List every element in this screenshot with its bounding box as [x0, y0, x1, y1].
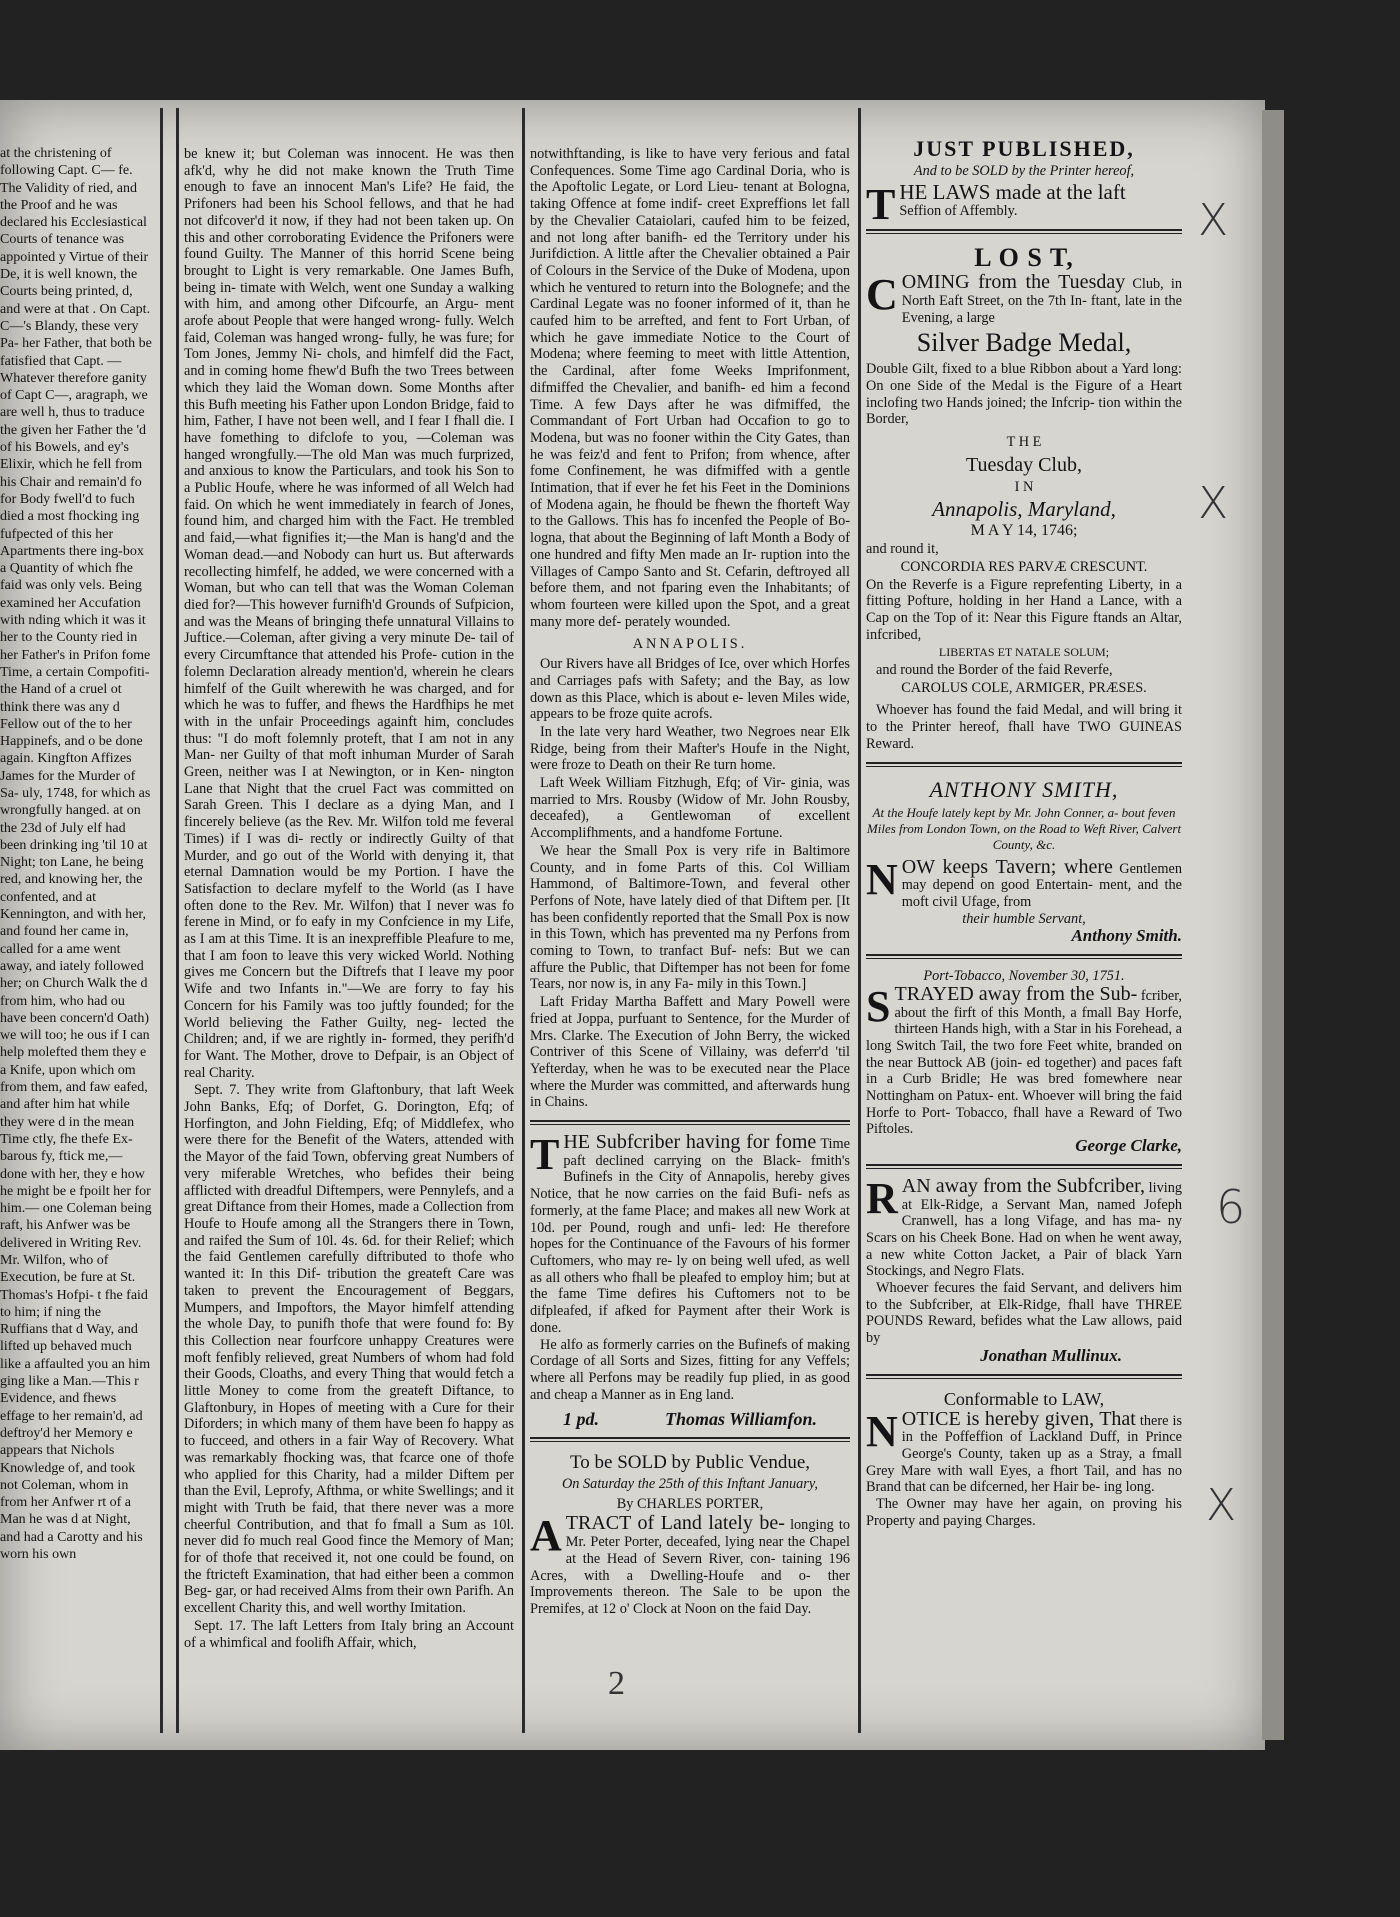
ran-body-2: Whoever fecures the faid Servant, and delivers him to the Subfcriber, at Elk-Ridge, fhall have THREE POUNDS Reward, befides what the Law allows, paid by: [866, 1280, 1182, 1347]
rule: [866, 1164, 1182, 1169]
page-number: 2: [608, 1665, 625, 1702]
lost-title: L O S T,: [974, 243, 1074, 273]
blacksmith-ad: [530, 1130, 850, 1430]
notice-lead: OTICE is hereby given, That: [901, 1407, 1136, 1430]
strayed-body: fcriber, about the firft of this Month, a fmall Bay Horfe, thirteen Hands high, with a Star in his Forehead, a long Switch Tail, the two fore Feet white, branded on the near Buttock AB (join- ed together) and paces faft in a Curb Bridle; He was bred fomewhere near Nottingham on Patux- ent. Whoever will bring the faid Horfe to Port- Tobacco, fhall have a Reward of Two Piftoles.: [866, 987, 1182, 1138]
column-3: [530, 146, 850, 1741]
medal-carolus: CAROLUS COLE, ARMIGER, PRÆSES.: [901, 679, 1147, 696]
vendue-title: To be SOLD by Public Vendue,: [569, 1452, 811, 1474]
margin-x-mark: X: [1198, 195, 1229, 246]
column-2: [184, 146, 514, 1741]
page-edge: [1262, 110, 1284, 1740]
rule: [530, 1437, 850, 1442]
vendue-lead: TRACT of Land lately be-: [565, 1512, 785, 1535]
smith-title: ANTHONY SMITH,: [929, 776, 1119, 802]
ad-body: Time paft declined carrying on the Black- fmith's Bufinefs in the City of Annapolis, hereby gives Notice, that he now carries on the faid Bufi- nefs as formerly, at the fame Place; and makes all new Work at 10d. per Pound, rough and unfi- led: He therefore hopes for the Continuance of the Favours of his former Cuftomers, who may re- ly on being well ufed, as well as all others who fhall be pleafed to employ him; but at the fame Time defires his Cuftomers not to be difpleafed, if afked for Payment after their Work is done.: [530, 1136, 850, 1336]
notice-body: there is in the Poffeffion of Lackland Duff, in Prince George's County, taken up as a Stray, a fmall Grey Mare with wall Eyes, a fhort Tail, and has no Brand that can be difcerned, her Hair be- ing long.: [866, 1412, 1182, 1496]
strayed-lead: TRAYED away from the Sub-: [894, 982, 1138, 1005]
annapolis-marriage: Laft Week William Fitzhugh, Efq; of Vir- ginia, was married to Mrs. Rousby (Widow of Mr. John Rousby, deceafed), a Gentlewoman of excellent Accomplifhments, and a handfome Fortune.: [530, 775, 850, 842]
annapolis-ice: Our Rivers have all Bridges of Ice, over which Horfes and Carriages pafs with Safety; and the Bay, as low down as this Place, which is about e- leven Miles wide, appears to be froze quite acrofs.: [530, 656, 850, 723]
column-1-text: at the christening of following Capt. C— fe. The Validity of ried, and the Proof and he was declared his Ecclesiastical Courts of tenance was appointed y Virtue of their De, it is well known, the Courts being printed, d, and were at that . On Capt. C—'s Blandy, these very Pa- her Father, that both be fatisfied that Capt. —Whatever therefore ganity of Capt C—, aragraph, we are well h, thus to traduce the given her Father the 'd of his Bowels, and ey's Elixir, which he fell from his Chair and remain'd fo for Body fwell'd to fuch died a most fhocking ing fufpected of this her Apartments there ing-box a Quantity of which fhe faid was only vels. Being examined her Accufation with nding which it was it her to the County ried in her Father's in Prifon fome Time, a certain Compofiti- the Hand of a cruel ot think there was any d Fellow out of the to her Happinefs, and o be done again. Kingfton Affizes James for the Murder of Sa- uly, 1748, for which as wrongfully hanged. at on the 23d of July elf had been drinking ing 'til 10 at Night; ton Lane, he being red, and knowing her, the confented, and at Kennington, and with her, and found her came in, called for a ame went away, and iately followed her; on Church Walk the d from him, who had ou have been concern'd Oath) we will too; he ous if I can help molefted them they e a Knife, upon which om from them, and faw eafed, and after him hat while they were d in the mean Time ctly, fhe thefe Ex- barous fy, ftick me,— done with her, they e how he might be e fpoilt her for him.— one Coleman being raft, his Anfwer was be delivered in Writing Rev. Mr. Wilfon, who of Execution, be fure at St. Thomas's Hofpi- t fhe faid to him; if ning the Ruffians that d Way, and lifted up behaved much like a affaulted you an him ging like a Man.—This r Evidence, and fhews effage to her remain'd, ad deftroy'd her Memory e appears that Nichols Knowledge of, and took not Coleman, whom in from her Anfwer rt of a Man he was d at Night, and had a Carotty and his worn his own: [0, 146, 152, 1563]
drop-cap: T: [530, 1130, 560, 1180]
medal-in: I N: [1014, 478, 1034, 495]
medal-border: and round the Border of the faid Reverfe,: [876, 662, 1113, 679]
ad-signature: Thomas Williamfon.: [664, 1409, 817, 1430]
drop-cap: S: [866, 981, 891, 1031]
medal-reverse: On the Reverfe is a Figure reprefenting Liberty, in a fitting Pofture, holding in her Hand a Lance, with a Cap on the Top of it: Near this Figure ftands an Altar, infcribed,: [866, 576, 1182, 643]
ad-lead: HE Subfcriber having for fome: [563, 1131, 817, 1154]
glastonbury-article: Sept. 7. They write from Glaftonbury, that laft Week John Banks, Efq; of Dorfet, G. Dorington, Efq; of Horfington, and John Fielding, Efq; of Middlefex, who were there for the Benefit of the Waters, attended with the Mayor of the faid Town, obferving great Numbers of very miferable Wretches, who befides their being afflicted with dreadful Diftempers, were Pennylefs, and a great Diftance from their Homes, made a Collection from Houfe to Houfe among all the Strangers there in Town, and raifed the Sum of 10l. 4s. 6d. for their Relief; which the faid Gentlemen carefully diftributed to thofe who wanted it: In this Dif- tribution the greateft Care was taken to prevent the Encouragement of Beggars, Mumpers, and Impoftors, the Mayor himfelf attending the whole Day, to punifh thofe that were found fo: By this Collection near fourfcore unhappy Creatures were moft fenfibly relieved, great Numbers of whom had fold their Goods, Cloaths, and every Thing that would fetch a little Money to come from the greateft Diftance, to Glaftonbury, in Hopes of meeting with a Cure for their Diforders; in which many of them have been fo happy as to fucceed, and others in a fair Way of Recovery. What was remarkably fhocking was, that fcarce one of thofe who applied for this Charity, had a milder Diftem per than the Evil, Leprofy, Afthma, or white Swellings; and it might with Truth be faid, that there never was a more cheerful Contribution, and that fo fmall a Sum as 10l. never did fo much real Good fince the Memory of Man; for of thofe that received it, not one could be found, on the ftricteft Examination, that had either been a common Beg- gar, or had received Alms from their own Parifh. An excellent Charity this, and well worthy Imitation.: [184, 1082, 514, 1617]
smith-lead: OW keeps Tavern; where: [901, 855, 1113, 878]
medal-motto: CONCORDIA RES PARVÆ CRESCUNT.: [900, 558, 1148, 575]
column-rule-3: [858, 108, 861, 1733]
column-4: [866, 136, 1182, 1736]
medal-the: T H E: [1006, 434, 1042, 451]
medal-place: Annapolis, Maryland,: [932, 497, 1116, 522]
smith-body: Gentlemen may depend on good Entertain- ment, and the moft civil Ufage, from: [901, 860, 1182, 910]
rule: [530, 1120, 850, 1125]
annapolis-execution: Laft Friday Martha Baffett and Mary Powell were fried at Joppa, purfuant to Sentence, for the Murder of Mrs. Clarke. The Execution of John Berry, the wicked Contriver of this Scene of Villainy, was deferr'd 'til Yefterday, when he was to be executed near the Place where the Murder was committed, and afterwards hung in Chains.: [530, 994, 850, 1111]
smith-signature: Anthony Smith.: [1071, 926, 1182, 946]
laws-body: Seffion of Affembly.: [899, 203, 1018, 220]
medal-round: and round it,: [866, 541, 939, 558]
coleman-article: be knew it; but Coleman was innocent. He was then afk'd, why he did not make known the Truth Time enough to fave an innocent Man's Life? He faid, the Prifoners had been his School fellows, and that he had not difcover'd it now, if they had not been taken up. On this and other corroborating Evidence the Prifoners were found Guilty. The Manner of this horrid Scene being brought to Light is very remarkable. One James Bufh, being in- timate with Welch, went one Sunday a walking with him, and among other Difcourfe, an Argu- ment arofe about People that were hanged wrong- fully. Welch faid, Coleman was hanged wrong- fully, he was fure; for Tom Jones, Jemmy Ni- chols, and himfelf did the Fact, and in coming home fhew'd Bufh the two Trees between which they laid the Woman down. Some Months after this Bufh meeting his Father upon London Bridge, faid to him, Father, I have not been well, and I fear I fhall die. I have fomething to difclofe to you, —Coleman was hanged wrongfully.—The old Man was much furprized, and anxious to know the Particulars, and took his Son to a Public Houfe, where he was informed of all Welch had faid. On which he went immediately in fearch of Jones, found him, and charged him with the Fact. He trembled and faid,—what fignifies it;—the Man is hang'd and the Woman dead.—and Nobody can hurt us. But afterwards recollecting himfelf, he added, we were concerned with a Woman, but who can tell that was the Woman Coleman died for?—This however furnifh'd Grounds of Sufpicion, and was the Means of bringing thefe unnatural Villains to Juftice.—Coleman, after giving a very minute De- tail of every Circumftance that attended his Profe- cution in the folemn Declaration already mention'd, wherein he clears himfelf of the Guilt wherewith he was charged, and for which he was to fuffer, and fhews the Hardfhips he met with in the unfair Proceedings againft him, concludes thus: "I do moft folemnly proteft, that I am not in any Man- ner Guilty of that moft inhuman Murder of Sarah Green, neither was I at Newington, or in Ken- nington Lane that Night that the cruel Fact was committed on Sarah Green. This I declare as a dying Man, and I fincerely believe (as the Rev. Mr. Wilfon told me feveral Times) if I was di- rectly or indirectly Guilty of that Murder, and go out of the World with denying it, that eternal Damnation would be my Portion. I have the Satisfaction to declare myfelf to the World (as I have often done to the Rev. Mr. Wilfon) that I never was fo ferene in Mind, or fo eafy in my Confcience in my Life, as I am at this Time. It is an inexpreffible Pleafure to me, that I am foon to leave this very wicked World. Nothing gives me Concern but the Diftrefs that I leave my poor Wife and two Infants in."—We are forry to fay his Concern for his Family was too juftly founded; for the World believing the Father Guilty, neg- lected the Children; and, if we are rightly in- formed, they perifh'd for Want. The Mother, drove to Defpair, is an Object of real Charity.: [184, 146, 514, 1081]
annapolis-negroes: In the late very hard Weather, two Negroes near Elk Ridge, being from their Mafter's Houfe in the Night, were froze to Death on their Re turn home.: [530, 723, 850, 774]
drop-cap: R: [866, 1173, 898, 1223]
ad-body-2: He alfo as formerly carries on the Bufinefs of making Cordage of all Sorts and Sizes, fitting for any Veffels; where all Perfons may be readily fup plied, in as good and cheap a Manner as in Eng land.: [530, 1336, 850, 1403]
drop-cap: A: [530, 1511, 562, 1561]
column-1: [0, 145, 152, 1735]
rule: [866, 229, 1182, 234]
lost-lead: OMING from the Tuesday: [901, 271, 1126, 294]
medal-date: M A Y 14, 1746;: [970, 522, 1078, 540]
medal-libertas: LIBERTAS ET NATALE SOLUM;: [938, 645, 1110, 660]
laws-lead: HE LAWS made at the laft: [899, 179, 1126, 204]
lost-body: Club, in North Eaft Street, on the 7th In- ftant, late in the Evening, a large: [901, 276, 1182, 326]
ran-signature: Jonathan Mullinux.: [980, 1345, 1122, 1365]
strayed-signature: George Clarke,: [1075, 1136, 1182, 1156]
rule: [866, 1374, 1182, 1379]
just-published-sub: And to be SOLD by the Printer hereof,: [913, 163, 1135, 179]
smith-sub: At the Houfe lately kept by Mr. John Conner, a- bout feven Miles from London Town, on the Road to Weft River, Calvert County, &c.: [866, 804, 1182, 852]
medal-title: Silver Badge Medal,: [916, 328, 1132, 358]
medal-body: Double Gilt, fixed to a blue Ribbon about a Yard long: On one Side of the Medal is the Figure of a Heart inclofing two Hands joined; the Infcrip- tion within the Border,: [866, 361, 1182, 428]
ran-lead: AN away from the Subfcriber,: [901, 1174, 1145, 1197]
vendue-by: By CHARLES PORTER,: [616, 1495, 764, 1512]
drop-cap: C: [866, 270, 898, 320]
rule: [866, 762, 1182, 767]
strayed-dateline: Port-Tobacco, November 30, 1751.: [923, 968, 1125, 985]
annapolis-smallpox: We hear the Small Pox is very rife in Baltimore County, and in fome Parts of this. Col William Hammond, of Baltimore-Town, and feveral other Perfons of Note, have lately died of that Diftem per. [It has been confidently reported that the Small Pox is now in this Town, which has prevented ma ny Perfons from coming to Town, to tranfact Buf- nefs: But we can affure the Public, that Diftemper has not been for fome Tears, nor now is, in any Fa- mily in this Town.]: [530, 842, 850, 993]
vendue-ad: [530, 1451, 850, 1618]
margin-x-mark: X: [1198, 478, 1229, 529]
column-rule-1: [160, 108, 163, 1733]
vendue-date: On Saturday the 25th of this Inftant January,: [561, 1476, 818, 1493]
rule: [866, 954, 1182, 959]
notice-body-2: The Owner may have her again, on proving his Property and paying Charges.: [866, 1496, 1182, 1529]
bologna-article: notwithftanding, is like to have very ferious and fatal Confequences. Some Time ago Cardinal Doria, who is the Apoftolic Legate, or Lord Lieu- tenant at Bologna, taking Offence at fome indif- creet Expreffions let fall by the Chevalier Cataiolari, caufed him to be feized, and not long after banifh- ed the Territory under his Jurifdiction. A little after the Chevalier obtained a Pair of Colours in the Service of the Duke of Modena, upon which he ventured to return into the Bolognefe; and the Cardinal Legate was no fooner informed of it, than he caufed him to be arrefted, and fent to Fort Urban, of which he gave immediate Notice to the Court of Modena; where feeming to meet with little Attention, the Cardinal, after fome Weeks Imprifonment, difmiffed the Chevalier, and banifh- ed him a fecond Time. A few Days after he was difmiffed, the Commandant of Fort Urban had Occafion to go to Modena, but was no fooner within the City Gates, than he was feiz'd and fent to Prifon; from whence, after fome Confinement, he was difmiffed with a gentle Intimation, that if ever he fet his Feet in the Dominions of Modena again, he fhould be fhewn the fhorteft Way to the Gallows. This has fo incenfed the People of Bo- logna, that about the Beginning of laft Month a Body of one hundred and fifty Men made an Ir- ruption into the Villages of Campo Santo and St. Cefarin, deftroyed all before them, and not fparing even the Inhabitants; of whom fourteen were killed upon the Spot, and a great many more def- perately wounded.: [530, 146, 850, 630]
italy-article-start: Sept. 17. The laft Letters from Italy bring an Account of a whimfical and foolifh Affair, which,: [184, 1617, 514, 1651]
drop-cap: N: [866, 854, 898, 904]
ran-body: living at Elk-Ridge, a Servant Man, named Jofeph Cranwell, has a long Vifage, and has ma- ny Scars on his Cheek Bone. Had on when he went away, a new white Cotton Jacket, a Pair of black Yarn Stockings, and Negro Flats.: [866, 1179, 1182, 1280]
column-rule-1b: [176, 108, 179, 1733]
smith-servant: their humble Servant,: [962, 910, 1086, 927]
medal-club: Tuesday Club,: [966, 453, 1082, 476]
medal-reward: Whoever has found the faid Medal, and will bring it to the Printer hereof, fhall have TWO GUINEAS Reward.: [866, 702, 1182, 752]
drop-cap: N: [866, 1406, 898, 1456]
annapolis-heading: ANNAPOLIS.: [632, 636, 748, 653]
just-published-title: JUST PUBLISHED,: [913, 136, 1135, 161]
margin-x-mark: X: [1206, 1480, 1237, 1531]
margin-number-mark: 6: [1216, 1180, 1246, 1234]
drop-cap: T: [866, 179, 896, 229]
handwritten-note: 1 pd.: [562, 1409, 599, 1430]
conformable-heading: Conformable to LAW,: [943, 1388, 1105, 1409]
column-rule-2: [522, 108, 525, 1733]
vendue-body: longing to Mr. Peter Porter, deceafed, lying near the Chapel at the Head of Severn River, con- taining 196 Acres, with a Dwelling-Houfe and o- ther Improvements thereon. The Sale to be upon the Premifes, at 12 o' Clock at Noon on the faid Day.: [530, 1517, 850, 1617]
